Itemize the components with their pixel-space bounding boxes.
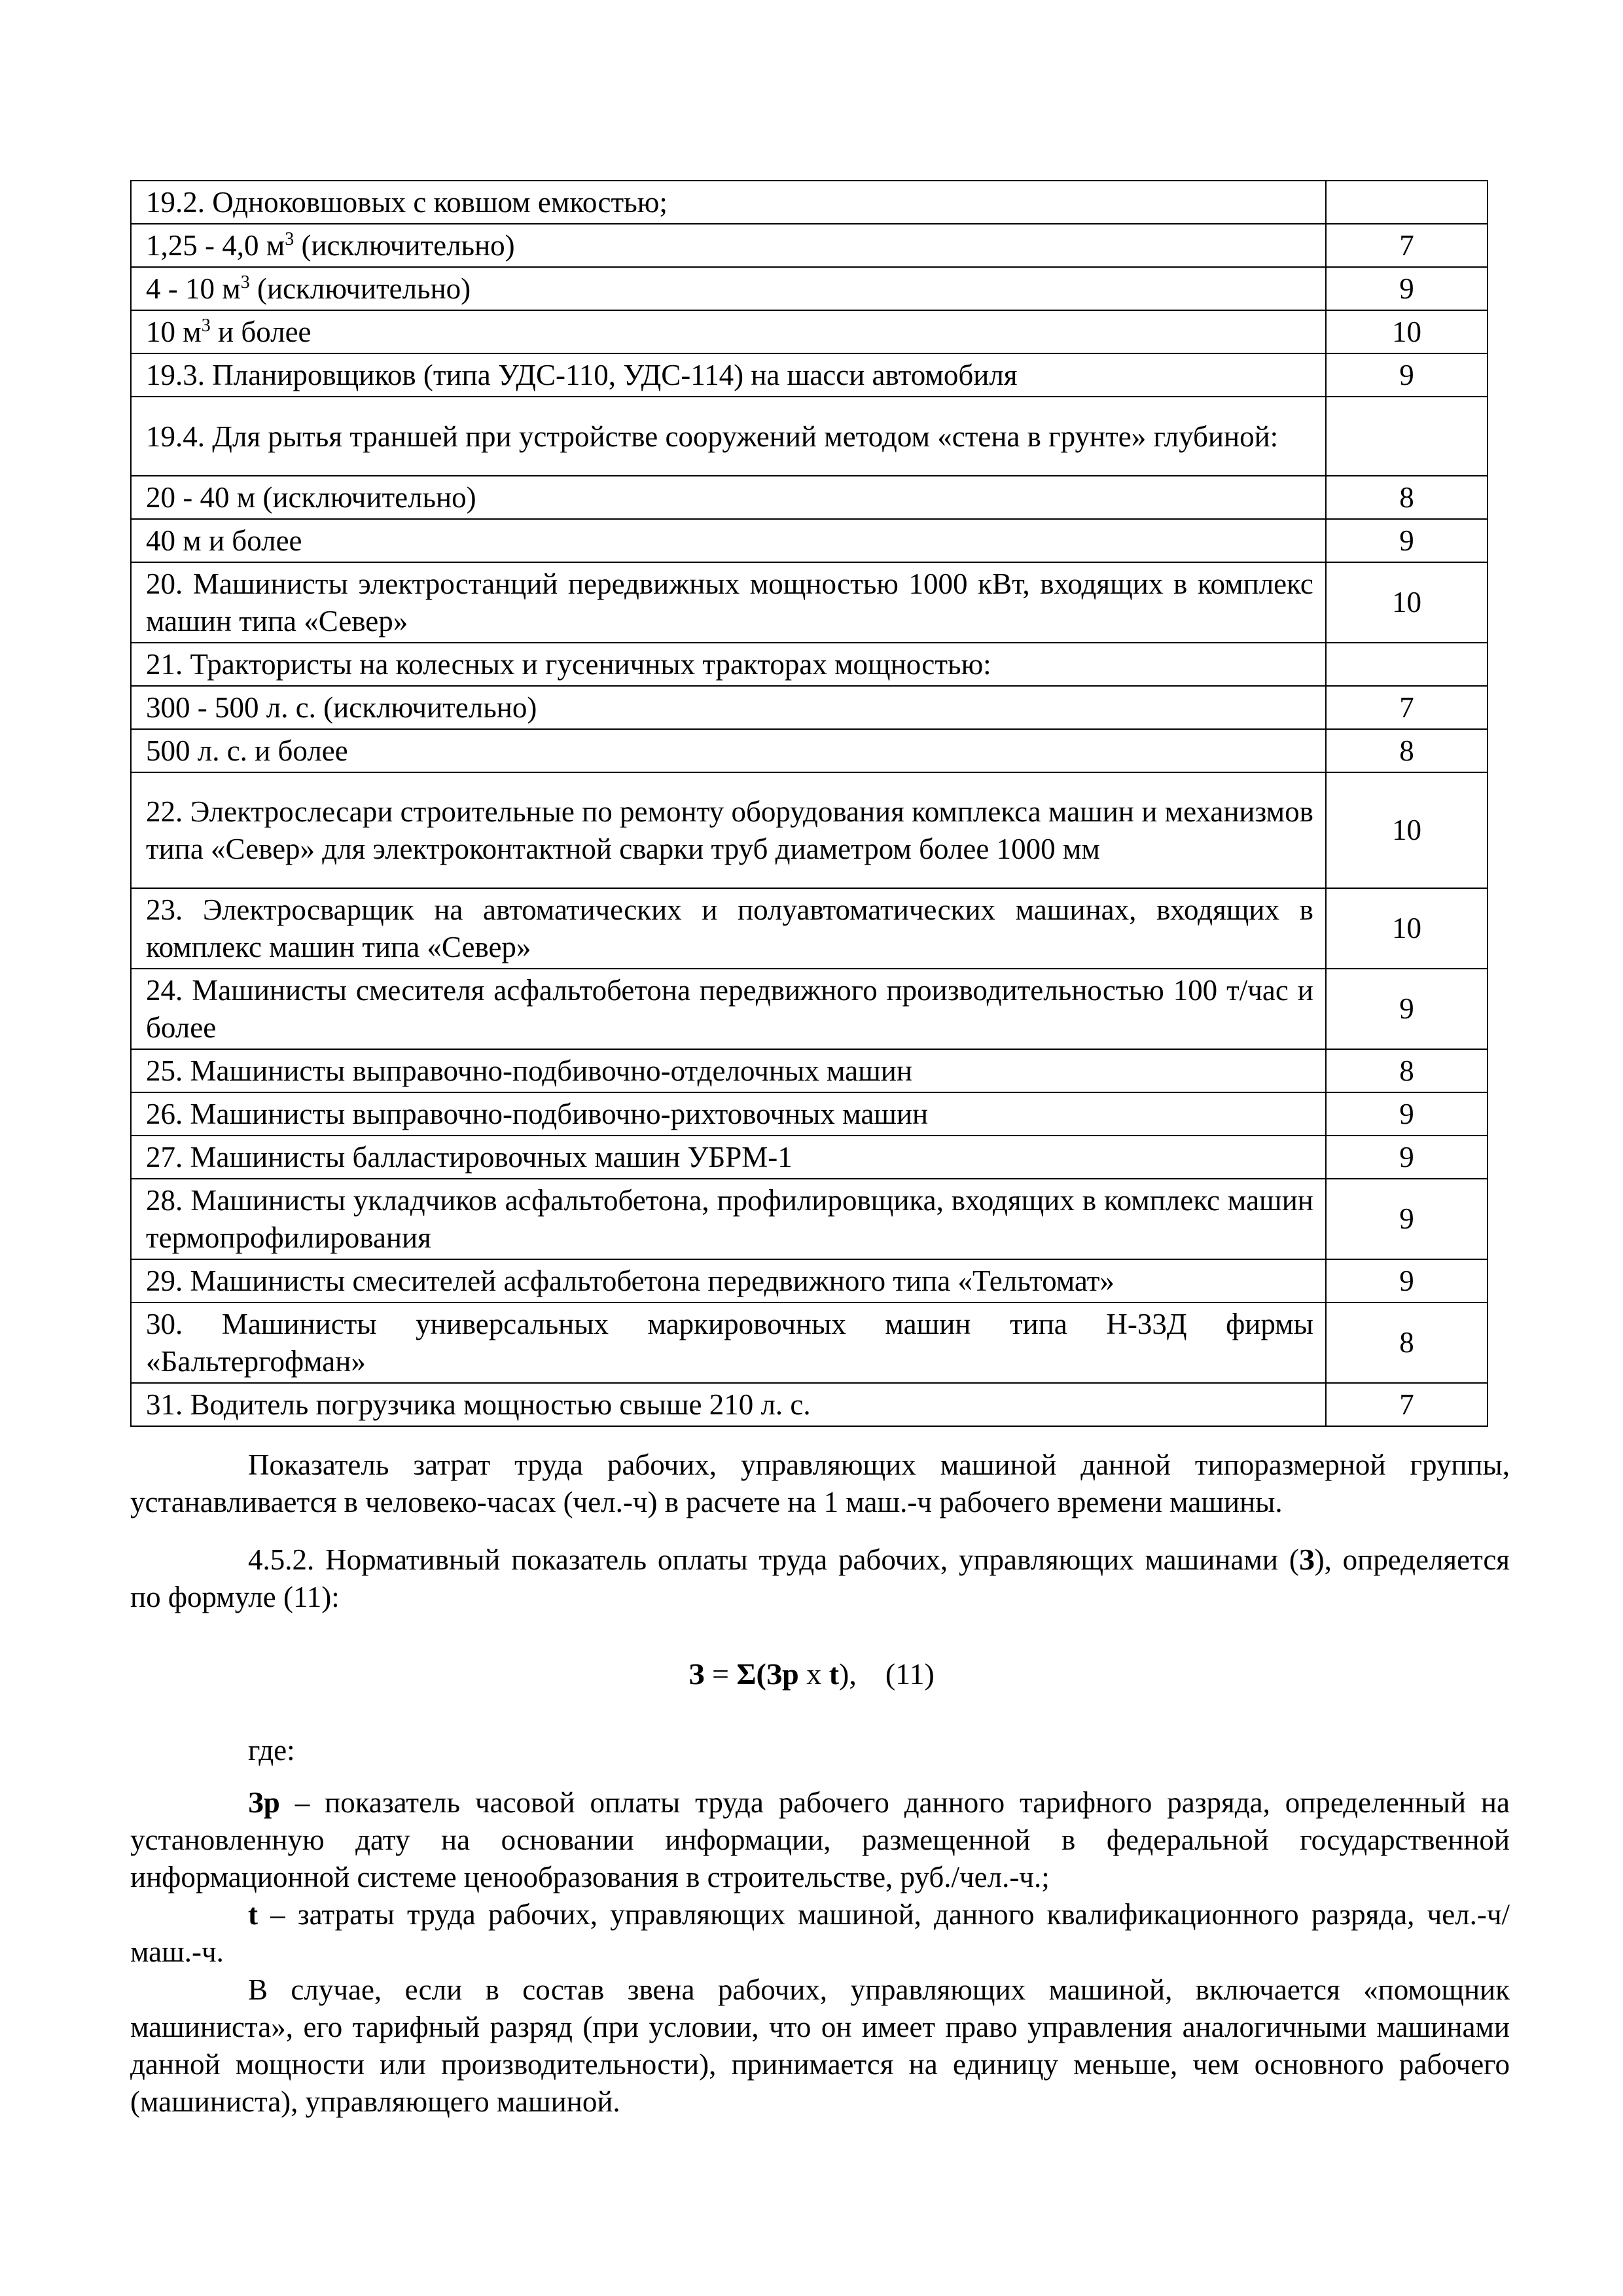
row-description: 20. Машинисты электростанций передвижных мощностью 1000 кВт, входящих в комплекс машин типа «Север»	[131, 562, 1326, 643]
paragraph-assistant: В случае, если в состав звена рабочих, управляющих машиной, включается «помощник машиниста», его тарифный разряд (при условии, что он имеет право управления аналогичными машинами данной мощности или производительности), принимается на единицу меньше, чем основного рабочего (машиниста), управляющего машиной.	[130, 1973, 1510, 2118]
superscript: 3	[201, 315, 211, 336]
table-row	[131, 1092, 1488, 1136]
row-rank: 10	[1326, 562, 1488, 643]
row-description: 27. Машинисты балластировочных машин УБРМ-1	[131, 1136, 1326, 1179]
definition-t	[130, 1896, 1510, 1971]
row-rank: 7	[1326, 686, 1488, 729]
paragraph-labor-cost: Показатель затрат труда рабочих, управляющих машиной данной типоразмерной группы, устанавливается в человеко-часах (чел.-ч) в расчете на 1 маш.-ч рабочего времени машины.	[130, 1448, 1510, 1518]
row-rank: 9	[1326, 1092, 1488, 1136]
formula-lhs: З	[688, 1657, 705, 1691]
table-row	[131, 729, 1488, 772]
text-part: (исключительно)	[294, 229, 515, 262]
row-description	[131, 224, 1326, 267]
table-row	[131, 181, 1488, 224]
row-rank: 8	[1326, 729, 1488, 772]
row-rank	[1326, 397, 1488, 476]
row-rank: 9	[1326, 267, 1488, 310]
table-row	[131, 267, 1488, 310]
definition-text: – показатель часовой оплаты труда рабочего данного тарифного разряда, определенный на установленную дату на основании информации, размещенной в федеральной государственной информационной системе ценообразования в строительстве, руб./чел.-ч.;	[130, 1786, 1510, 1893]
row-rank: 8	[1326, 1302, 1488, 1383]
row-rank: 9	[1326, 1136, 1488, 1179]
row-description: 29. Машинисты смесителей асфальтобетона передвижного типа «Тельтомат»	[131, 1259, 1326, 1302]
text-part: ), определяется по формуле (11):	[130, 1543, 1510, 1613]
row-description: 19.4. Для рытья траншей при устройстве сооружений методом «стена в грунте» глубиной:	[131, 397, 1326, 476]
superscript: 3	[240, 272, 250, 293]
table-row	[131, 310, 1488, 353]
row-rank: 7	[1326, 1383, 1488, 1426]
table-row	[131, 772, 1488, 888]
table-row	[131, 1259, 1488, 1302]
row-description	[131, 310, 1326, 353]
superscript: 3	[285, 229, 294, 249]
formula-close: ),	[839, 1657, 857, 1691]
row-description: 21. Трактористы на колесных и гусеничных тракторах мощностью:	[131, 643, 1326, 686]
symbol-z: З	[1298, 1543, 1315, 1576]
row-rank: 7	[1326, 224, 1488, 267]
row-rank: 9	[1326, 1179, 1488, 1259]
formula-sum: Σ(Зр	[736, 1657, 799, 1691]
formula-11	[0, 1655, 1623, 1694]
table-row	[131, 686, 1488, 729]
row-description: 30. Машинисты универсальных маркировочных машин типа Н-33Д фирмы «Бальтергофман»	[131, 1302, 1326, 1383]
formula-times: x	[798, 1657, 829, 1691]
text-part: 4.5.2. Нормативный показатель оплаты труда рабочих, управляющих машинами (	[248, 1543, 1299, 1576]
row-description: 19.2. Одноковшовых с ковшом емкостью;	[131, 181, 1326, 224]
row-rank: 9	[1326, 353, 1488, 397]
definition-text: – затраты труда рабочих, управляющих машиной, данного квалификационного разряда, чел.-ч/маш.-ч.	[130, 1898, 1510, 1968]
table-row	[131, 353, 1488, 397]
row-description: 300 - 500 л. с. (исключительно)	[131, 686, 1326, 729]
table-row	[131, 1179, 1488, 1259]
row-description: 500 л. с. и более	[131, 729, 1326, 772]
qualification-table	[130, 180, 1488, 1427]
row-description: 20 - 40 м (исключительно)	[131, 476, 1326, 519]
row-description: 31. Водитель погрузчика мощностью свыше 210 л. с.	[131, 1383, 1326, 1426]
row-description: 26. Машинисты выправочно-подбивочно-рихтовочных машин	[131, 1092, 1326, 1136]
formula-number: (11)	[885, 1657, 935, 1691]
row-rank: 10	[1326, 772, 1488, 888]
table-row	[131, 476, 1488, 519]
table-row	[131, 1049, 1488, 1092]
where-label: где:	[248, 1734, 295, 1767]
row-rank: 8	[1326, 476, 1488, 519]
row-rank	[1326, 181, 1488, 224]
row-description: 23. Электросварщик на автоматических и полуавтоматических машинах, входящих в комплекс машин типа «Север»	[131, 888, 1326, 969]
row-description: 22. Электрослесари строительные по ремонту оборудования комплекса машин и механизмов типа «Север» для электроконтактной сварки труб диаметром более 1000 мм	[131, 772, 1326, 888]
text-part: 1,25 - 4,0 м	[146, 229, 285, 262]
row-rank: 9	[1326, 519, 1488, 562]
row-rank: 9	[1326, 969, 1488, 1049]
row-rank: 9	[1326, 1259, 1488, 1302]
row-description: 24. Машинисты смесителя асфальтобетона передвижного производительностью 100 т/час и более	[131, 969, 1326, 1049]
row-description: 25. Машинисты выправочно-подбивочно-отделочных машин	[131, 1049, 1326, 1092]
table-row	[131, 562, 1488, 643]
table-row	[131, 888, 1488, 969]
table-row	[131, 643, 1488, 686]
text-part: (исключительно)	[249, 272, 471, 305]
formula-t: t	[829, 1657, 840, 1691]
paragraph-wage-indicator	[130, 1541, 1510, 1616]
row-description	[131, 267, 1326, 310]
row-description: 19.3. Планировщиков (типа УДС-110, УДС-114) на шасси автомобиля	[131, 353, 1326, 397]
row-description: 40 м и более	[131, 519, 1326, 562]
row-description: 28. Машинисты укладчиков асфальтобетона, профилировщика, входящих в комплекс машин термопрофилирования	[131, 1179, 1326, 1259]
table-row	[131, 969, 1488, 1049]
text-part: и более	[210, 315, 312, 348]
text-part: 10 м	[146, 315, 202, 348]
term-t: t	[248, 1898, 258, 1931]
table-row	[131, 519, 1488, 562]
row-rank	[1326, 643, 1488, 686]
formula-equals: =	[704, 1657, 737, 1691]
row-rank: 10	[1326, 310, 1488, 353]
definition-zr	[130, 1784, 1510, 1896]
text-part: 4 - 10 м	[146, 272, 241, 305]
table-row	[131, 1383, 1488, 1426]
row-rank: 8	[1326, 1049, 1488, 1092]
row-rank: 10	[1326, 888, 1488, 969]
table-row	[131, 397, 1488, 476]
table-row	[131, 224, 1488, 267]
table-row	[131, 1136, 1488, 1179]
table-row	[131, 1302, 1488, 1383]
term-zr: Зр	[248, 1786, 280, 1819]
